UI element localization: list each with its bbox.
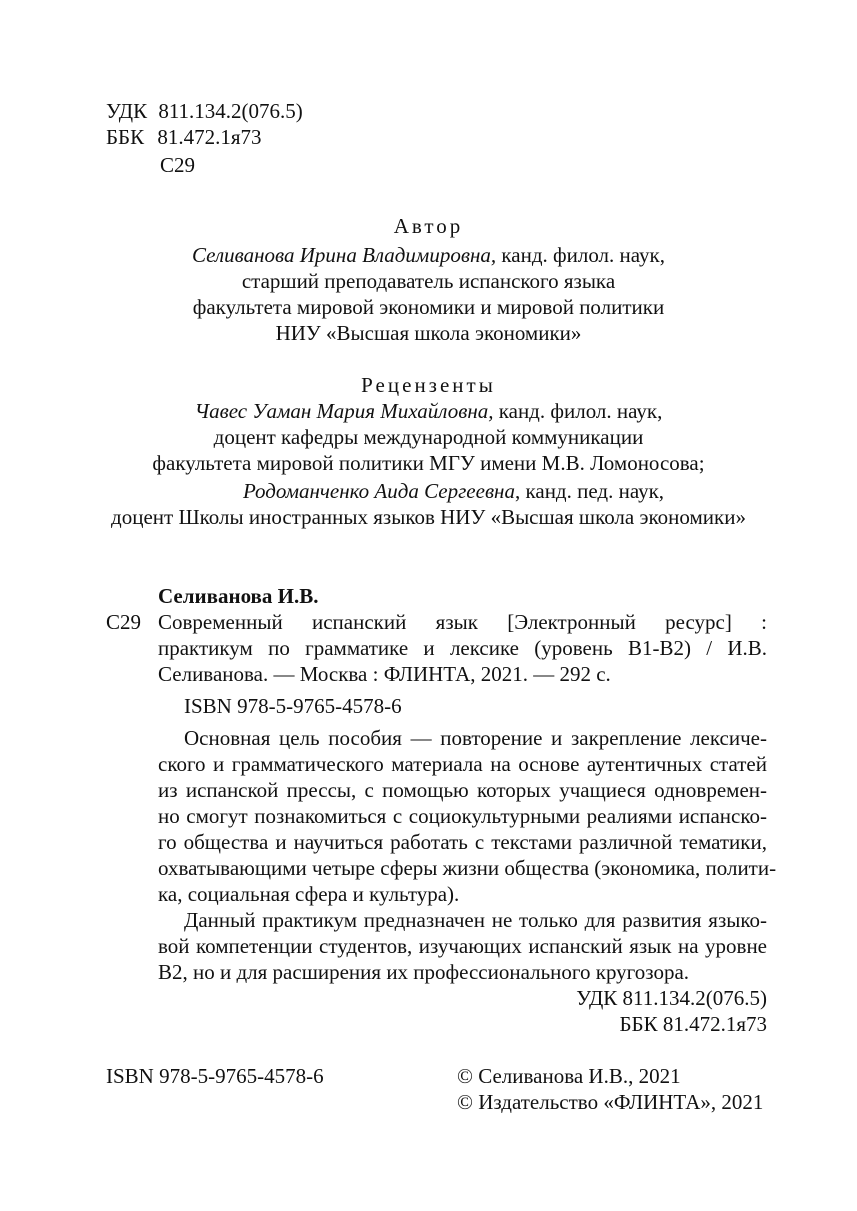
udk-label: УДК bbox=[106, 99, 148, 123]
annotation-line: ского и грамматического материала на основе аутентичных статей bbox=[158, 752, 767, 776]
author-line-3: факультета мировой экономики и мировой политики bbox=[192, 295, 665, 319]
reviewer1-line-3: факультета мировой политики МГУ имени М.В. Ломоносова; bbox=[152, 451, 705, 475]
author-line-2: старший преподаватель испанского языка bbox=[241, 269, 616, 293]
bbk-label: ББК bbox=[106, 125, 145, 149]
author-heading: Автор bbox=[393, 214, 464, 238]
reviewer2-degree: , канд. пед. наук, bbox=[514, 479, 665, 503]
bib-title-line-1: Современный испанский язык [Электронный ресурс] : bbox=[158, 610, 767, 634]
udk-code: 811.134.2(076.5) bbox=[158, 99, 303, 123]
author-line-4: НИУ «Высшая школа экономики» bbox=[275, 321, 582, 345]
reviewer1-line-1 bbox=[0, 398, 857, 424]
author-name: Селиванова Ирина Владимировна, bbox=[192, 243, 497, 267]
reviewer2-line-1 bbox=[0, 478, 857, 504]
reviewer2-line-2: доцент Школы иностранных языков НИУ «Высшая школа экономики» bbox=[111, 505, 746, 529]
reviewer1-degree: канд. филол. наук, bbox=[493, 399, 663, 423]
footer-isbn: ISBN 978-5-9765-4578-6 bbox=[106, 1064, 324, 1088]
bbk-code: 81.472.1я73 bbox=[157, 125, 262, 149]
bib-mark: С29 bbox=[106, 610, 142, 634]
udk-line bbox=[106, 98, 303, 124]
bib-title-line-3: Селиванова. — Москва : ФЛИНТА, 2021. — 292 с. bbox=[158, 662, 611, 686]
annotation-line: но смогут познакомиться с социокультурными реалиями испанско- bbox=[158, 804, 767, 828]
author-line-1 bbox=[0, 242, 857, 268]
reviewer2-name: Родоманченко Аида Сергеевна bbox=[242, 479, 515, 503]
annotation-line: В2, но и для расширения их профессионального кругозора. bbox=[158, 960, 690, 984]
author-mark: С29 bbox=[160, 153, 196, 177]
bib-title-line-2: практикум по грамматике и лексике (уровень В1-В2) / И.В. bbox=[158, 636, 767, 660]
annotation-line: Основная цель пособия — повторение и закрепление лексиче- bbox=[184, 726, 767, 750]
annotation-line: охватывающими четыре сферы жизни общества (экономика, полити- bbox=[158, 856, 777, 880]
annotation-line: вой компетенции студентов, изучающих испанский язык на уровне bbox=[158, 934, 767, 958]
footer-copyright-publisher: © Издательство «ФЛИНТА», 2021 bbox=[457, 1090, 764, 1114]
bib-author bbox=[158, 583, 318, 609]
annotation-udk: УДК 811.134.2(076.5) bbox=[576, 986, 767, 1010]
bib-author-text: Селиванова И.В. bbox=[158, 584, 319, 608]
annotation-line: Данный практикум предназначен не только для развития языко- bbox=[184, 908, 767, 932]
annotation-bbk: ББК 81.472.1я73 bbox=[619, 1012, 767, 1036]
annotation-line: из испанской прессы, с помощью которых учащиеся одновремен- bbox=[158, 778, 767, 802]
footer-copyright-author: © Селиванова И.В., 2021 bbox=[457, 1064, 681, 1088]
bbk-line bbox=[106, 124, 262, 150]
bib-isbn: ISBN 978-5-9765-4578-6 bbox=[184, 694, 402, 718]
annotation-line: ка, социальная сфера и культура). bbox=[158, 882, 460, 906]
annotation-line: го общества и научиться работать с текстами различной тематики, bbox=[158, 830, 767, 854]
reviewer1-line-2: доцент кафедры международной коммуникации bbox=[213, 425, 644, 449]
author-degree: канд. филол. наук, bbox=[496, 243, 665, 267]
reviewer1-name: Чавес Уаман Мария Михайловна, bbox=[194, 399, 494, 423]
reviewers-heading: Рецензенты bbox=[361, 373, 496, 397]
